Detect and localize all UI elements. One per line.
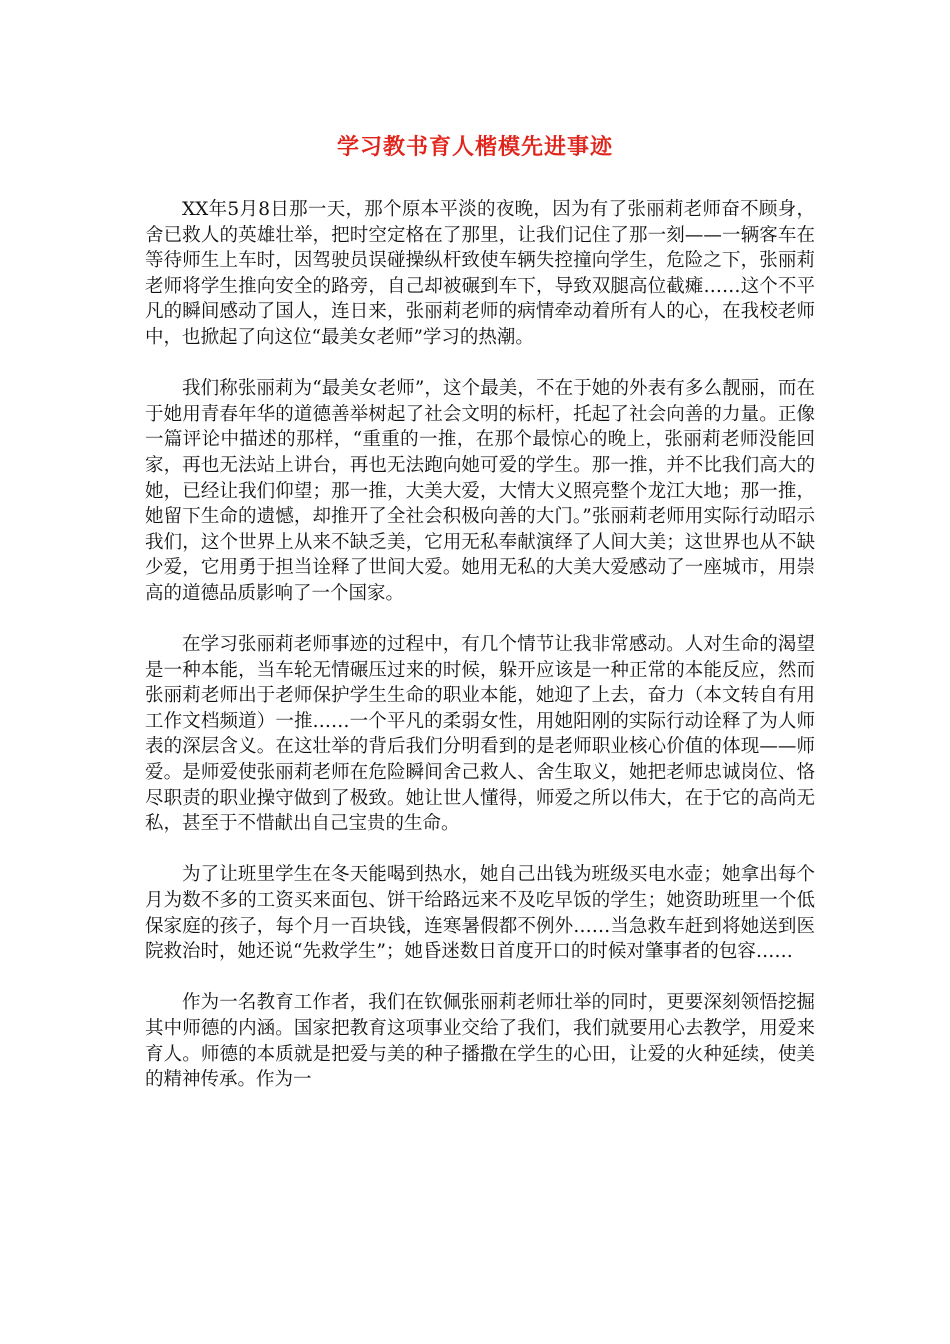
paragraph-5: 作为一名教育工作者，我们在钦佩张丽莉老师壮举的同时，更要深刻领悟挖掘其中师德的内涵。国家把教育这项事业交给了我们，我们就要用心去教学，用爱来育人。师德的本质就是把爱与美的种子播撒在学生的心田，让爱的火种延续，使美的精神传承。作为一 — [145, 992, 815, 1091]
paragraph-1: XX年5月8日那一天，那个原本平淡的夜晚，因为有了张丽莉老师奋不顾身，舍已救人的英雄壮举，把时空定格在了那里，让我们记住了那一刻——一辆客车在等待师生上车时，因驾驶员误碰操纵杆致使车辆失控撞向学生，危险之下，张丽莉老师将学生推向安全的路旁，自己却被碾到车下，导致双腿高位截瘫……这个不平凡的瞬间感动了国人，连日来，张丽莉老师的病情牵动着所有人的心，在我校老师中，也掀起了向这位“最美女老师”学习的热潮。 — [145, 199, 815, 348]
document-body — [145, 197, 815, 1118]
paragraph-4: 为了让班里学生在冬天能喝到热水，她自己出钱为班级买电水壶；她拿出每个月为数不多的工资买来面包、饼干给路远来不及吃早饭的学生；她资助班里一个低保家庭的孩子，每个月一百块钱，连寒暑假都不例外……当急救车赶到将她送到医院救治时，她还说“先救学生”；她昏迷数日首度开口的时候对肇事者的包容…… — [145, 864, 815, 963]
paragraph-2: 我们称张丽莉为“最美女老师”，这个最美，不在于她的外表有多么靓丽，而在于她用青春年华的道德善举树起了社会文明的标杆，托起了社会向善的力量。正像一篇评论中描述的那样，“重重的一推，在那个最惊心的晚上，张丽莉老师没能回家，再也无法站上讲台，再也无法跑向她可爱的学生。那一推，并不比我们高大的她，已经让我们仰望；那一推，大美大爱，大情大义照亮整个龙江大地；那一推，她留下生命的遗憾，却推开了全社会积极向善的大门。”张丽莉老师用实际行动昭示我们，这个世界上从来不缺乏美，它用无私奉献演绎了人间大美；这世界也从不缺少爱，它用勇于担当诠释了世间大爱。她用无私的大美大爱感动了一座城市，用崇高的道德品质影响了一个国家。 — [145, 378, 815, 604]
document-title: 学习教书育人楷模先进事迹 — [336, 135, 613, 160]
paragraph-3: 在学习张丽莉老师事迹的过程中，有几个情节让我非常感动。人对生命的渴望是一种本能，当车轮无情碾压过来的时候，躲开应该是一种正常的本能反应，然而张丽莉老师出于老师保护学生生命的职业本能，她迎了上去，奋力（本文转自有用工作文档频道）一推……一个平凡的柔弱女性，用她阳刚的实际行动诠释了为人师表的深层含义。在这壮举的背后我们分明看到的是老师职业核心价值的体现——师爱。是师爱使张丽莉老师在危险瞬间舍己救人、舍生取义，她把老师忠诚岗位、恪尽职责的职业操守做到了极致。她让世人懂得，师爱之所以伟大，在于它的高尚无私，甚至于不惜献出自己宝贵的生命。 — [145, 634, 815, 835]
